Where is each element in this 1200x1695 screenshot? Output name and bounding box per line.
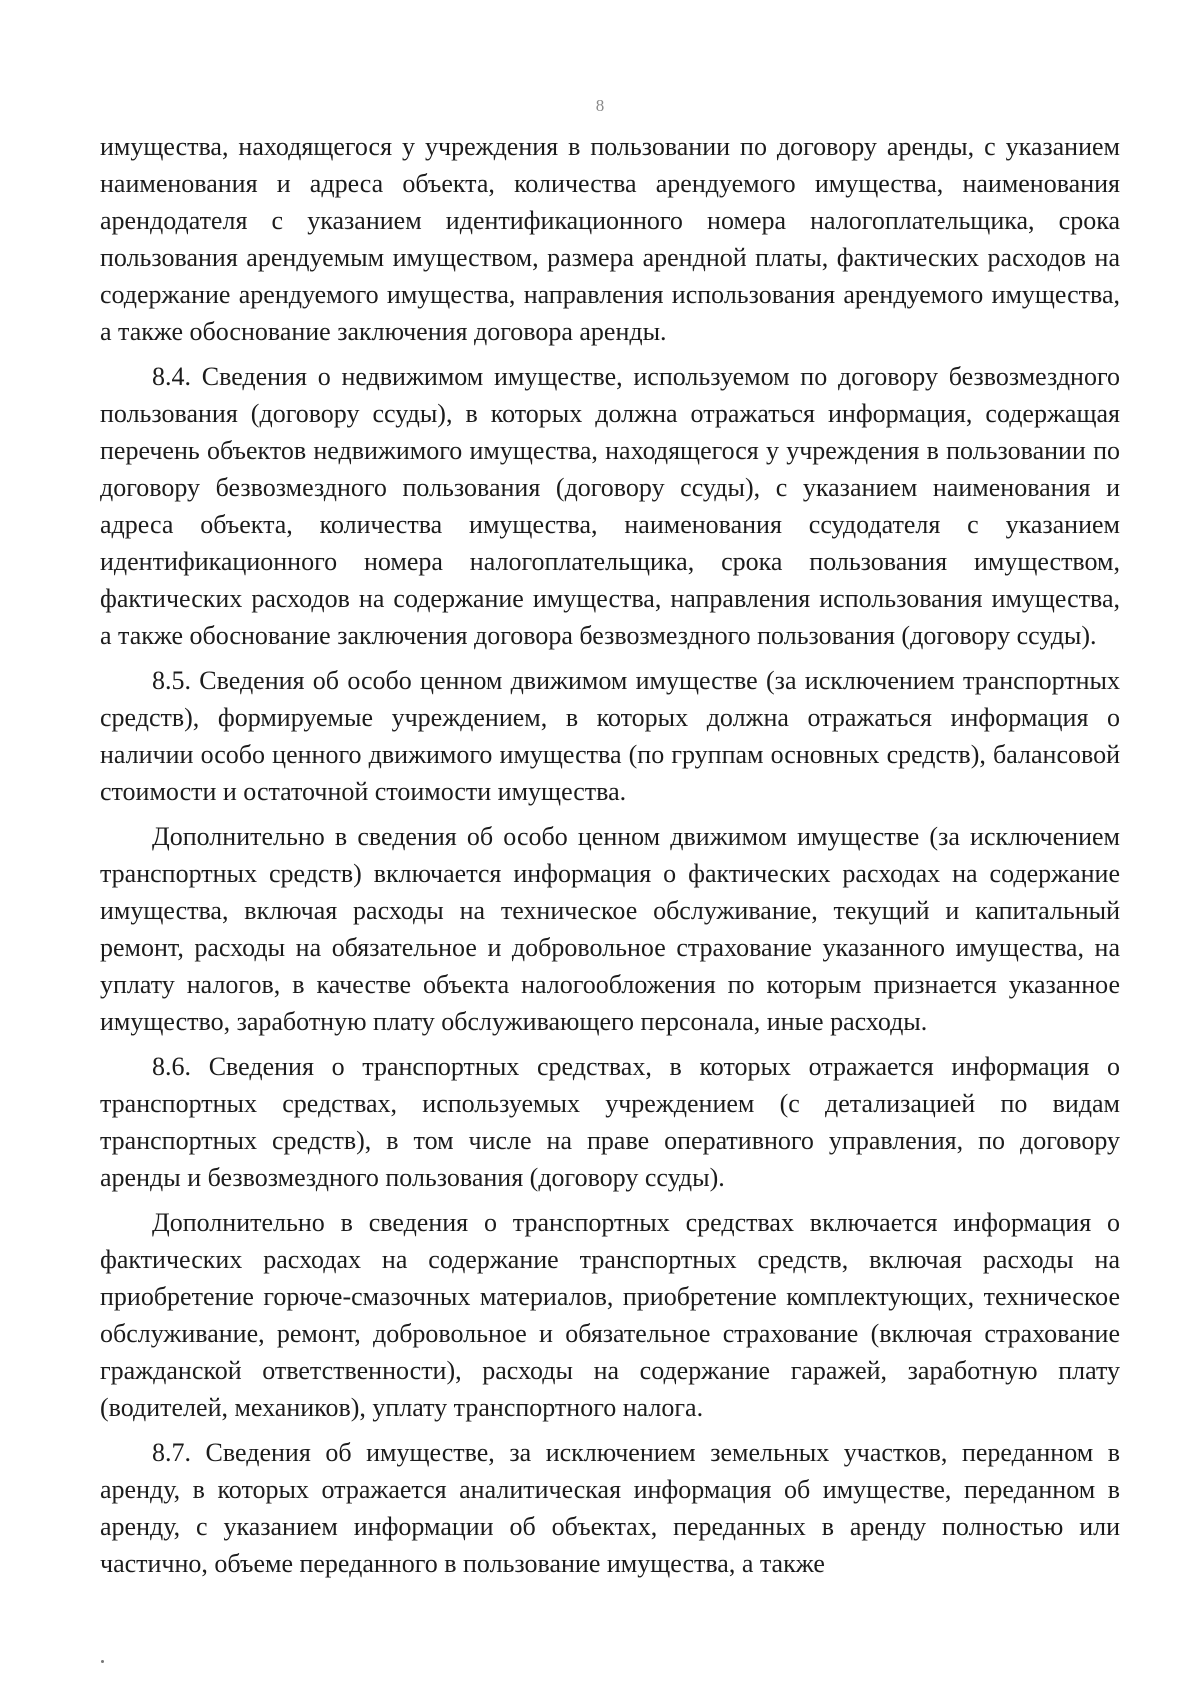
paragraph-8-5-additional: Дополнительно в сведения об особо ценном движимом имуществе (за исключением транспортных средств) включается информация о фактических расходах на содержание имущества, включая расходы на техническое обслуживание, текущий и капитальный ремонт, расходы на обязательное и добровольное страхование указанного имущества, на уплату налогов, в качестве объекта налогообложения по которым признается указанное имущество, заработную плату обслуживающего персонала, иные расходы. — [100, 822, 1120, 1036]
paragraph-8-5: 8.5. Сведения об особо ценном движимом имуществе (за исключением транспортных средств), формируемые учреждением, в которых должна отражаться информация о наличии особо ценного движимого имущества (по группам основных средств), балансовой стоимости и остаточной стоимости имущества. — [100, 666, 1120, 806]
scan-artifact-dot — [101, 1660, 104, 1663]
paragraph-8-6-additional: Дополнительно в сведения о транспортных средствах включается информация о фактических расходах на содержание транспортных средств, включая расходы на приобретение горюче-смазочных материалов, приобретение комплектующих, техническое обслуживание, ремонт, добровольное и обязательное страхование (включая страхование гражданской ответственности), расходы на содержание гаражей, заработную плату (водителей, механиков), уплату транспортного налога. — [100, 1208, 1120, 1422]
page-number: 8 — [595, 96, 605, 115]
paragraph-8-4: 8.4. Сведения о недвижимом имуществе, используемом по договору безвозмездного пользования (договору ссуды), в которых должна отражаться информация, содержащая перечень объектов недвижимого имущества, находящегося у учреждения в пользовании по договору безвозмездного пользования (договору ссуды), с указанием наименования и адреса объекта, количества имущества, наименования ссудодателя с указанием идентификационного номера налогоплательщика, срока пользования имуществом, фактических расходов на содержание имущества, направления использования имущества, а также обоснование заключения договора безвозмездного пользования (договору ссуды). — [100, 362, 1120, 650]
paragraph-8-6: 8.6. Сведения о транспортных средствах, в которых отражается информация о транспортных средствах, используемых учреждением (с детализацией по видам транспортных средств), в том числе на праве оперативного управления, по договору аренды и безвозмездного пользования (договору ссуды). — [100, 1052, 1120, 1192]
paragraph-continuation: имущества, находящегося у учреждения в пользовании по договору аренды, с указанием наименования и адреса объекта, количества арендуемого имущества, наименования арендодателя с указанием идентификационного номера налогоплательщика, срока пользования арендуемым имуществом, размера арендной платы, фактических расходов на содержание арендуемого имущества, направления использования арендуемого имущества, а также обоснование заключения договора аренды. — [100, 132, 1120, 346]
document-body — [100, 128, 1120, 1590]
paragraph-8-7: 8.7. Сведения об имуществе, за исключением земельных участков, переданном в аренду, в которых отражается аналитическая информация об имуществе, переданном в аренду, с указанием информации об объектах, переданных в аренду полностью или частично, объеме переданного в пользование имущества, а также — [100, 1438, 1120, 1578]
